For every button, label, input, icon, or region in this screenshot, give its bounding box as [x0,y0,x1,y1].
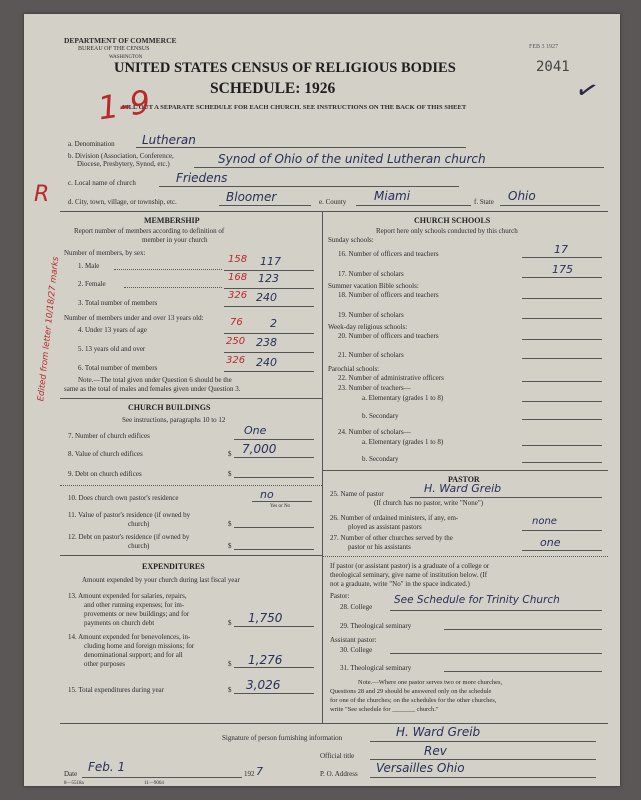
q14-label-4: other purposes [84,660,126,668]
q3-label: 3. Total number of members [78,299,158,307]
city-label: d. City, town, village, or township, etc. [68,198,177,206]
q13-label-1: 13. Amount expended for salaries, repairs, [68,592,187,600]
q16-label: 16. Number of officers and teachers [338,250,439,258]
official-title-value: Rev [424,744,447,758]
date-stamp: FEB 3 1927 [529,44,559,50]
q16-value: 17 [554,243,568,256]
instruction-line: FILL OUT A SEPARATE SCHEDULE FOR EACH CHURCH. SEE INSTRUCTIONS ON THE BACK OF THIS SHEET [122,104,467,111]
q15-label: 15. Total expenditures during year [68,686,164,694]
q25-label: 25. Name of pastor [330,490,384,498]
assistant-pastor-label: Assistant pastor: [330,636,377,644]
q8-value: 7,000 [242,442,277,456]
membership-note-2: same as the total of males and females given under Question 3. [64,385,241,393]
q30-label: 30. College [340,646,373,654]
state-value: Ohio [508,189,536,203]
q12-dollar: $ [228,542,232,550]
state-label: f. State [474,198,494,206]
q25-value: H. Ward Greib [424,482,502,495]
serial-number: 2041 [536,59,570,75]
q4-label: 4. Under 13 years of age [78,326,147,334]
year-prefix: 192 [244,770,255,778]
q5-value: 238 [256,336,277,349]
red-annotation-r: R [34,182,50,207]
form-title: UNITED STATES CENSUS OF RELIGIOUS BODIES [114,60,456,76]
schools-parochial: Parochial schools: [328,365,380,373]
q14-dollar: $ [228,660,232,668]
q20-label: 20. Number of officers and teachers [338,332,439,340]
q6-value: 240 [256,356,277,369]
signature-label: Signature of person furnishing information [222,734,343,742]
q13-dollar: $ [228,619,232,627]
q10-hint: Yes or No [270,504,291,509]
division-label-2: Diocese, Presbytery, Synod, etc.) [77,160,170,168]
q2-label: 2. Female [78,280,106,288]
bureau-label: BUREAU OF THE CENSUS [78,46,150,52]
q14-label-2: cluding home and foreign missions; for [84,642,195,650]
address-value: Versailles Ohio [376,761,465,775]
pastor-sub-label: Pastor: [330,592,350,600]
county-label: e. County [319,198,347,206]
pastor-intro-1: If pastor (or assistant pastor) is a graduate of a college or [330,562,490,570]
division-label-1: b. Division (Association, Conference, [68,152,174,160]
membership-intro-2: member in your church [142,236,208,244]
membership-note-1: Note.—The total given under Question 6 should be the [78,376,232,384]
q10-value: no [260,488,274,501]
schools-weekday: Week-day religious schools: [328,323,408,331]
city-value: Bloomer [226,190,277,204]
q18-label: 18. Number of officers and teachers [338,291,439,299]
pastor-note-1: Note.—Where one pastor serves two or more churches, [358,679,503,686]
denomination-value: Lutheran [142,133,196,147]
schools-summer: Summer vacation Bible schools: [328,282,419,290]
form-number-2: 11—9064 [144,781,164,786]
census-schedule-sheet [24,14,620,786]
q3-value: 240 [256,291,277,304]
q26-label-1: 26. Number of ordained ministers, if any, em- [330,514,459,522]
pastor-intro-3: not a graduate, write "No" in the space indicated.) [330,580,470,588]
local-name-value: Friedens [176,171,228,185]
q24b-label: b. Secondary [362,455,399,463]
q2-red-value: 168 [228,272,248,283]
q14-value: 1,276 [248,653,283,667]
q7-value: One [244,424,267,437]
q14-label-1: 14. Amount expended for benevolences, in- [68,633,191,641]
q1-red-value: 158 [228,254,248,265]
pastor-note-2: Questions 28 and 29 should be answered only on the schedule [330,688,492,695]
membership-sub-1: Number of members, by sex: [64,249,146,257]
q31-label: 31. Theological seminary [340,664,412,672]
q23-label: 23. Number of teachers— [338,384,411,392]
q13-label-2: and other running expenses; for im- [84,601,185,609]
side-note: Edited from letter 10/18/27 marks [36,256,62,402]
q1-value: 117 [260,255,281,268]
q11-label-1: 11. Value of pastor's residence (if owned by [68,511,191,519]
schedule-title: SCHEDULE: 1926 [210,80,336,97]
official-title-label: Official title [320,752,355,760]
q15-dollar: $ [228,686,232,694]
q10-label: 10. Does church own pastor's residence [68,494,179,502]
division-value: Synod of Ohio of the united Lutheran church [218,152,486,166]
q22-label: 22. Number of administrative officers [338,374,444,382]
pastor-note-4: write "See schedule for _______ church." [330,706,439,713]
pastor-heading: PASTOR [448,475,480,484]
q8-dollar: $ [228,450,232,458]
schools-sunday: Sunday schools: [328,236,374,244]
q27-value: one [540,536,561,549]
q5-red-value: 250 [226,336,246,347]
pastor-note-3: for one of the churches; on the schedules for the other churches, [330,697,497,704]
address-label: P. O. Address [320,770,358,778]
q2-value: 123 [258,272,279,285]
q11-label-2: church) [128,520,150,528]
q15-value: 3,026 [246,678,281,692]
q6-label: 6. Total number of members [78,364,158,372]
buildings-sub: See instructions, paragraphs 10 to 12 [122,416,226,424]
q6-red-value: 326 [226,355,246,366]
q13-label-3: provements or new buildings; and for [84,610,190,618]
q17-value: 175 [552,263,573,276]
pastor-intro-2: theological seminary, give name of institution below. (If [330,571,488,579]
city-label: WASHINGTON [109,55,143,60]
q7-label: 7. Number of church edifices [68,432,150,440]
q13-value: 1,750 [248,611,283,625]
q24-label: 24. Number of scholars— [338,428,411,436]
q21-label: 21. Number of scholars [338,351,404,359]
q5-label: 5. 13 years old and over [78,345,146,353]
signature-value: H. Ward Greib [396,725,481,739]
check-mark-icon: ✓ [571,73,602,109]
schools-heading: CHURCH SCHOOLS [414,216,491,225]
expenditures-heading: EXPENDITURES [142,562,205,571]
q12-label-1: 12. Debt on pastor's residence (if owned by [68,533,190,541]
q3-red-value: 326 [228,290,248,301]
denomination-label: a. Denomination [68,140,115,148]
q4-red-value: 76 [230,317,243,328]
q23a-label: a. Elementary (grades 1 to 8) [362,394,444,402]
membership-intro-1: Report number of members according to definition of [74,227,225,235]
q4-value: 2 [270,317,277,330]
q29-label: 29. Theological seminary [340,622,412,630]
q11-dollar: $ [228,520,232,528]
q28-value: See Schedule for Trinity Church [394,594,560,606]
q17-label: 17. Number of scholars [338,270,404,278]
department-label: DEPARTMENT OF COMMERCE [64,36,177,45]
q14-label-3: denominational support; and for all [84,651,183,659]
q23b-label: b. Secondary [362,412,399,420]
q1-label: 1. Male [78,262,100,270]
local-name-label: c. Local name of church [68,179,136,187]
membership-sub-2: Number of members under and over 13 years old: [64,314,204,322]
schools-intro: Report here only schools conducted by this church [376,227,518,235]
q12-label-2: church) [128,542,150,550]
red-annotation-number: 1-9 [95,82,153,128]
date-value: Feb. 1 [88,760,126,774]
q27-label-2: pastor or his assistants [348,543,411,551]
county-value: Miami [374,189,411,203]
q26-value: none [532,516,557,527]
q25-hint: (If church has no pastor, write "None") [374,499,484,507]
q9-label: 9. Debt on church edifices [68,470,142,478]
membership-heading: MEMBERSHIP [144,216,200,225]
q27-label-1: 27. Number of other churches served by the [330,534,453,542]
q13-label-4: payments on church debt [84,619,155,627]
form-number: 8—5518a [64,781,84,786]
q8-label: 8. Value of church edifices [68,450,143,458]
q26-label-2: ployed as assistant pastors [348,523,422,531]
year-digit: 7 [256,765,263,778]
q24a-label: a. Elementary (grades 1 to 8) [362,438,444,446]
q9-dollar: $ [228,470,232,478]
expenditures-intro: Amount expended by your church during last fiscal year [82,576,240,584]
buildings-heading: CHURCH BUILDINGS [128,403,211,412]
q28-label: 28. College [340,603,373,611]
date-label: Date [64,770,78,778]
q19-label: 19. Number of scholars [338,311,404,319]
